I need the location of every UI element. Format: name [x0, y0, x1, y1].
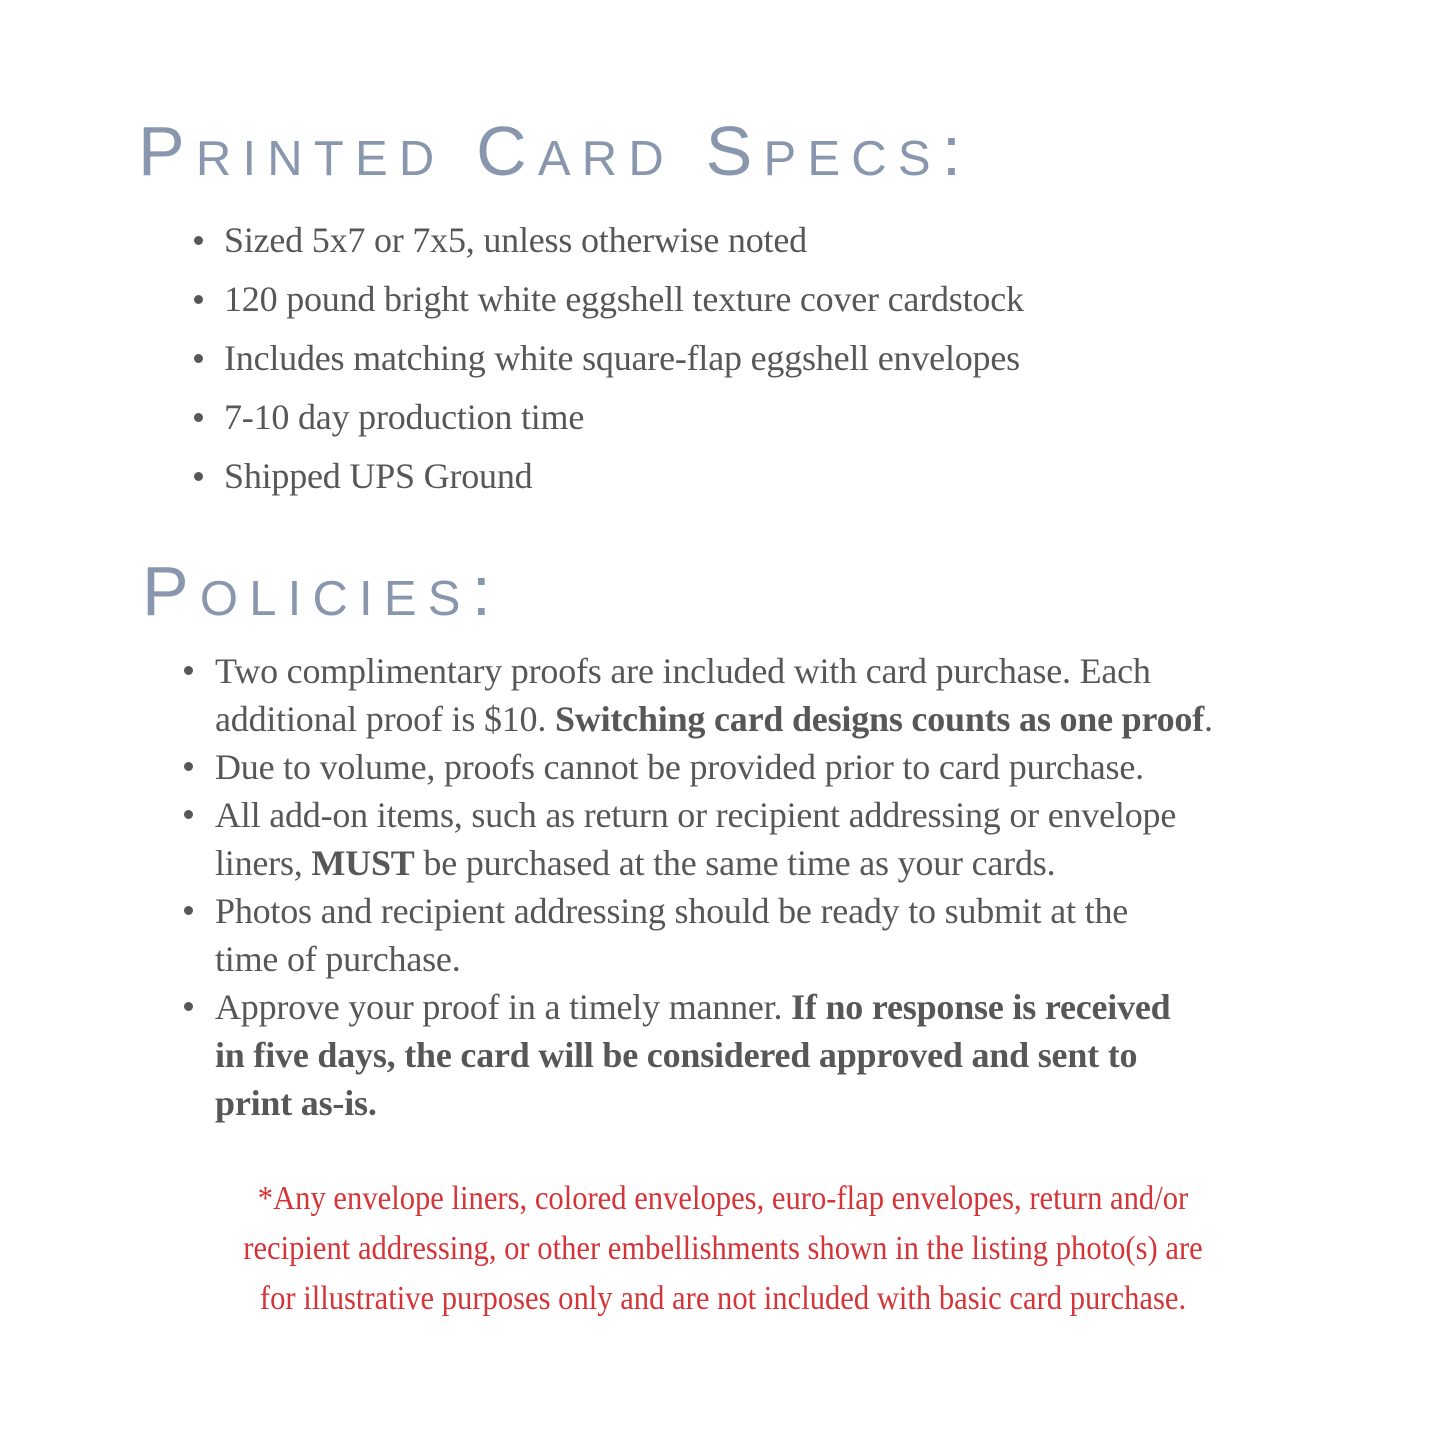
list-item: [184, 329, 1424, 388]
policy-line: [215, 743, 1418, 791]
policy-line: [215, 1031, 1418, 1079]
policy-line: [215, 887, 1418, 935]
policy-text-bold: Switching card designs counts as one proof: [554, 699, 1204, 739]
specs-list: [184, 211, 1424, 506]
list-item: [184, 270, 1424, 329]
spec-item-text: 7-10 day production time: [224, 397, 585, 437]
spec-item-text: Shipped UPS Ground: [224, 456, 533, 496]
policy-line: [215, 983, 1418, 1031]
bullet-icon: [194, 413, 203, 422]
bullet-icon: [184, 762, 193, 771]
policy-line: [215, 935, 1418, 983]
list-item: [178, 791, 1418, 887]
policy-text: All add-on items, such as return or recipient addressing or envelope: [215, 795, 1177, 835]
policy-text: Approve your proof in a timely manner.: [215, 987, 792, 1027]
policy-text: Photos and recipient addressing should be ready to submit at the: [215, 891, 1129, 931]
policy-text: time of purchase.: [215, 939, 461, 979]
policy-line: [215, 695, 1418, 743]
disclaimer-line: *Any envelope liners, colored envelopes, euro-flap envelopes, return and/or: [257, 1180, 1188, 1217]
specs-section-heading: Printed Card Specs:: [138, 112, 973, 190]
policy-text: Due to volume, proofs cannot be provided prior to card purchase.: [215, 747, 1144, 787]
bullet-icon: [194, 472, 203, 481]
list-item: [178, 743, 1418, 791]
policy-line: [215, 1079, 1418, 1127]
disclaimer-note: [243, 1174, 1202, 1324]
bullet-icon: [184, 666, 193, 675]
policy-text-bold: MUST: [311, 843, 415, 883]
list-item: [178, 647, 1418, 743]
policy-text: liners,: [215, 843, 312, 883]
bullet-icon: [184, 1002, 193, 1011]
policy-line: [215, 647, 1418, 695]
disclaimer-line: recipient addressing, or other embellishments shown in the listing photo(s) are: [242, 1230, 1203, 1267]
spec-item-text: Sized 5x7 or 7x5, unless otherwise noted: [224, 220, 807, 260]
bullet-icon: [194, 354, 203, 363]
list-item: [184, 447, 1424, 506]
policy-line: [215, 839, 1418, 887]
bullet-icon: [194, 295, 203, 304]
policy-text-bold: in five days, the card will be considered approved and sent to: [215, 1035, 1138, 1075]
policies-section-heading: Policies:: [142, 552, 503, 630]
policy-text: Two complimentary proofs are included with card purchase. Each: [215, 651, 1151, 691]
bullet-icon: [184, 810, 193, 819]
list-item: [184, 211, 1424, 270]
bullet-icon: [184, 906, 193, 915]
list-item: [178, 887, 1418, 983]
policy-text-bold: print as-is.: [215, 1083, 377, 1123]
policy-text-bold: If no response is received: [791, 987, 1171, 1027]
policy-text: be purchased at the same time as your cards.: [414, 843, 1056, 883]
spec-item-text: 120 pound bright white eggshell texture cover cardstock: [224, 279, 1024, 319]
list-item: [178, 983, 1418, 1127]
policy-text: .: [1204, 699, 1213, 739]
list-item: [184, 388, 1424, 447]
policy-line: [215, 791, 1418, 839]
disclaimer-line: for illustrative purposes only and are not included with basic card purchase.: [259, 1280, 1186, 1317]
bullet-icon: [194, 236, 203, 245]
policy-text: additional proof is $10.: [215, 699, 555, 739]
spec-item-text: Includes matching white square-flap eggshell envelopes: [224, 338, 1020, 378]
policies-list: [178, 647, 1418, 1127]
